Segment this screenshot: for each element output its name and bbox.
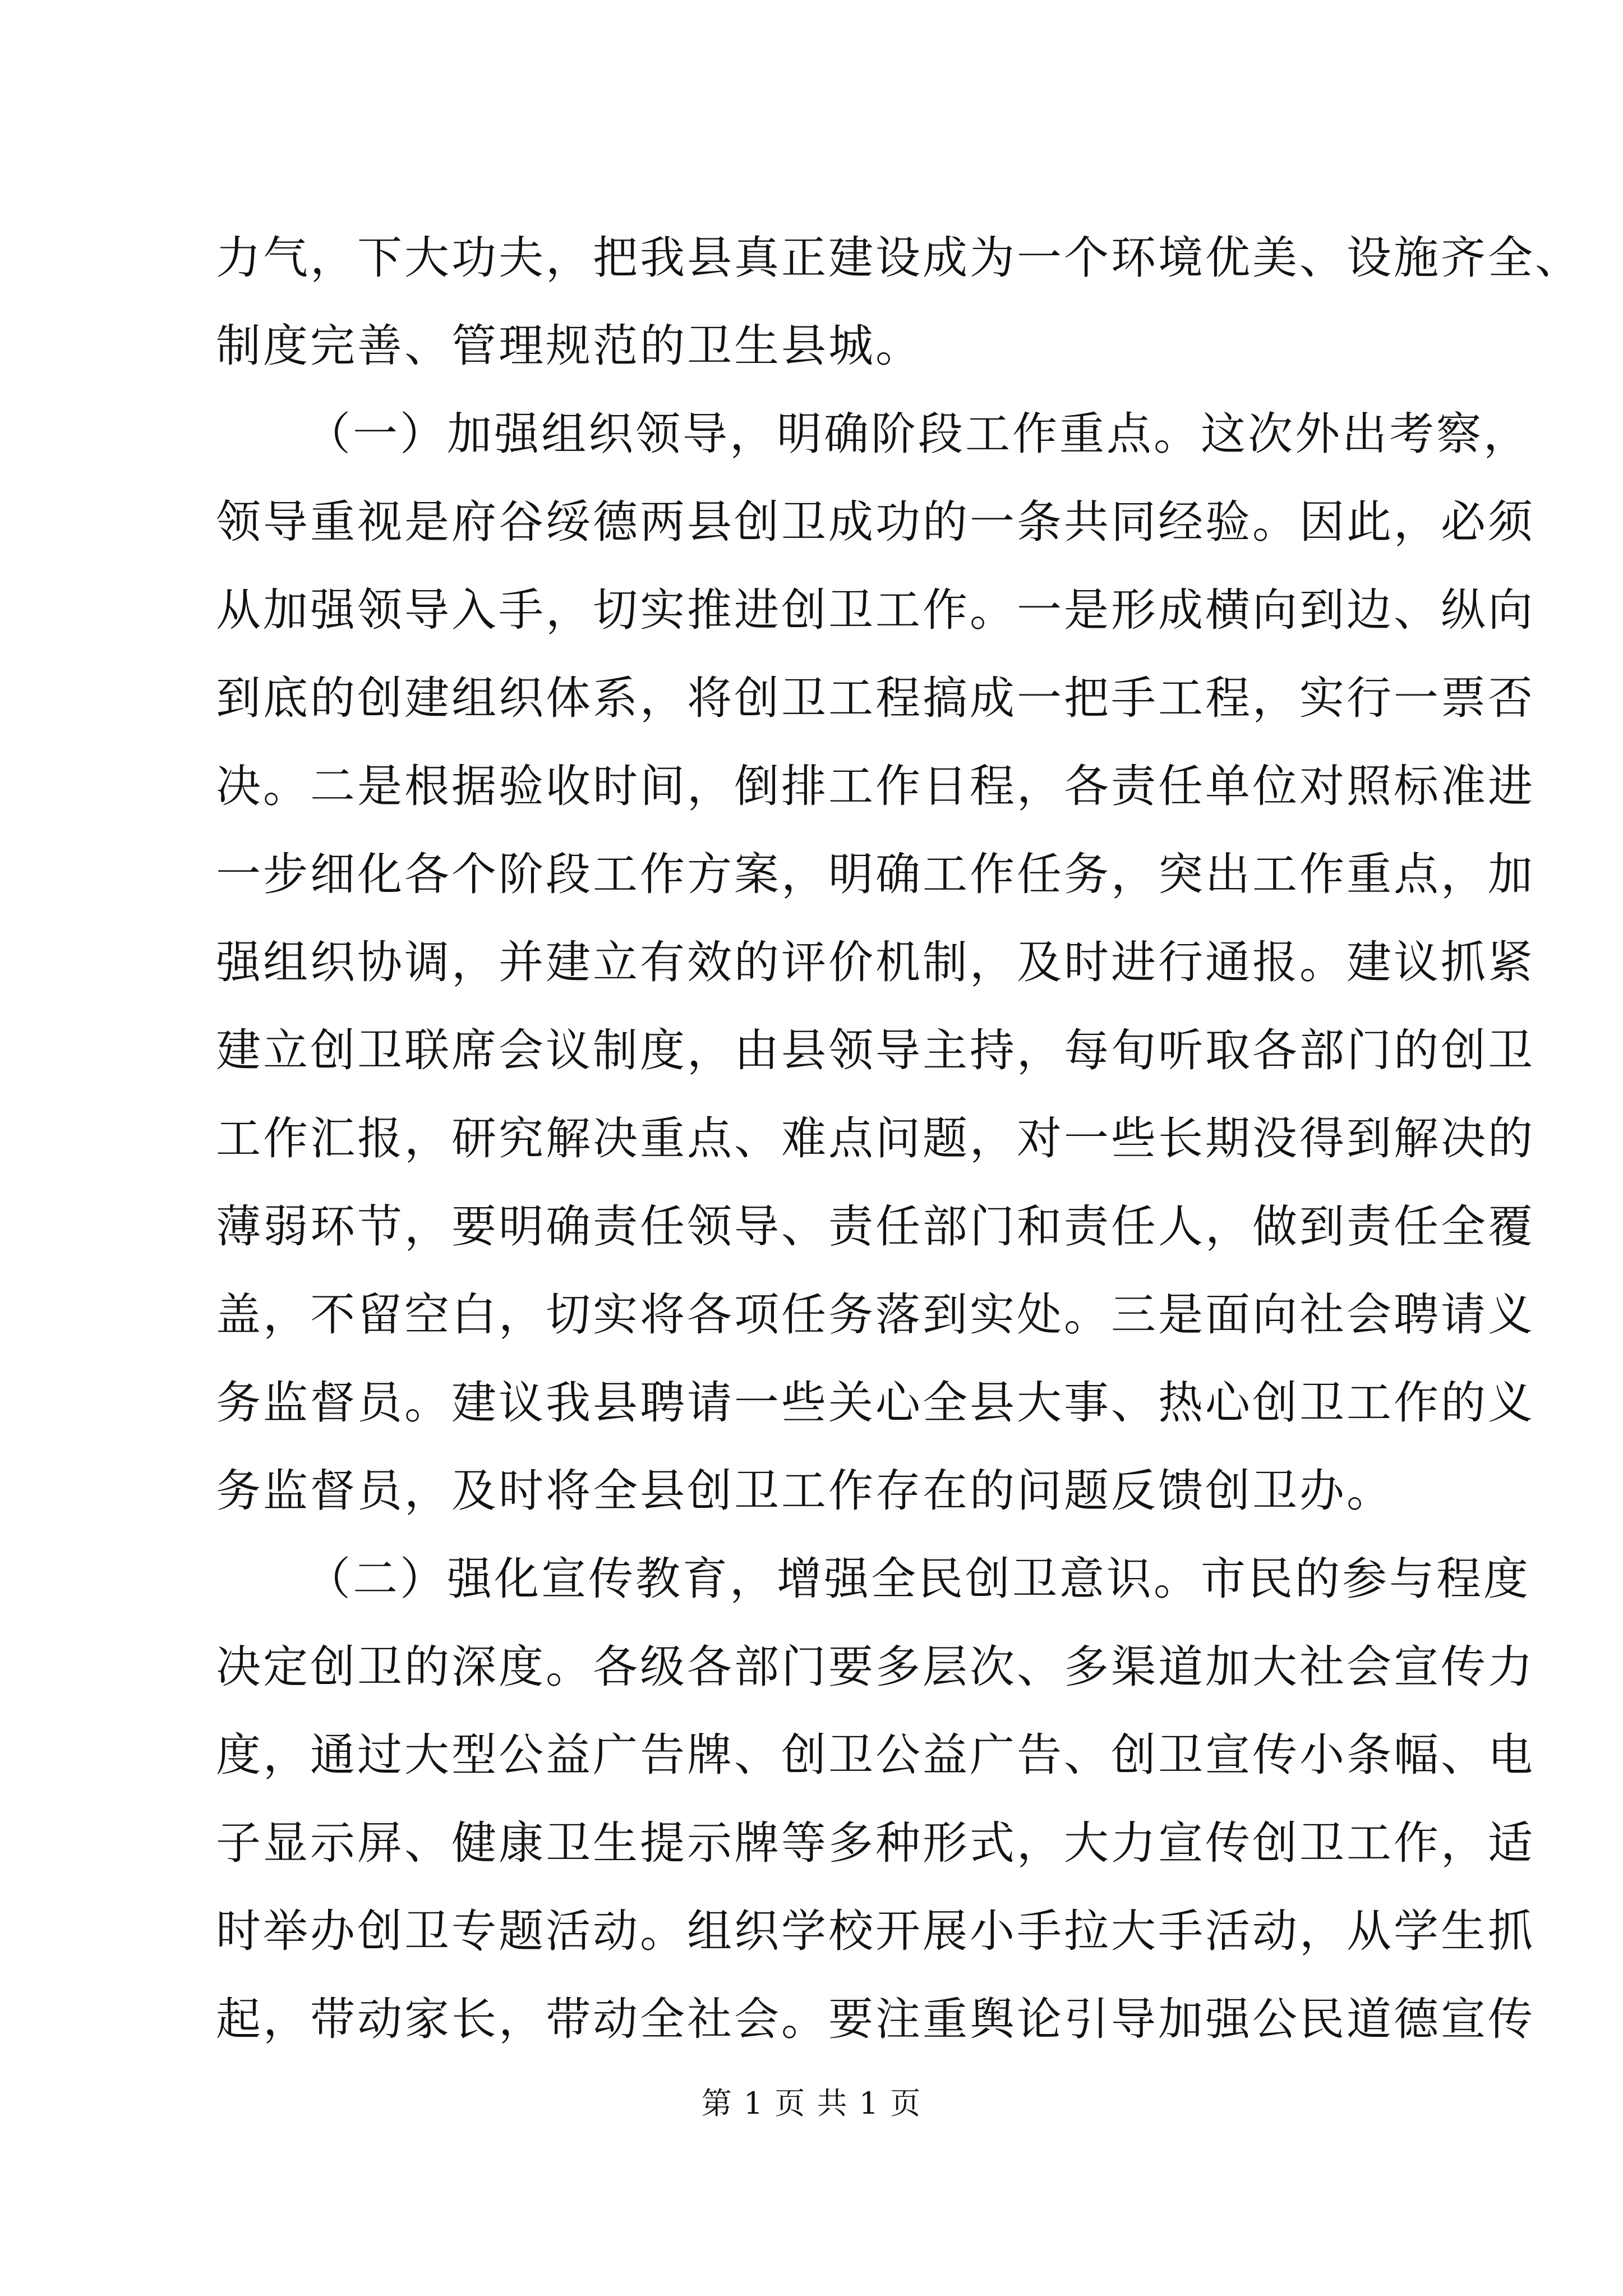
text-line: 制度完善、管理规范的卫生县城。: [216, 320, 923, 372]
paragraph-1-first-line: （一）加强组织领导，明确阶段工作重点。这次外出考察，: [306, 408, 1530, 460]
text-line: 时举办创卫专题活动。组织学校开展小手拉大手活动，从学生抓: [216, 1905, 1535, 1957]
text-line: 决。二是根据验收时间，倒排工作日程，各责任单位对照标准进: [216, 760, 1535, 812]
text-line: 务监督员，及时将全县创卫工作存在的问题反馈创卫办。: [216, 1465, 1394, 1517]
text-line: 子显示屏、健康卫生提示牌等多种形式，大力宣传创卫工作，适: [216, 1817, 1535, 1869]
text-line: 务监督员。建议我县聘请一些关心全县大事、热心创卫工作的义: [216, 1377, 1535, 1429]
text-line: 到底的创建组织体系，将创卫工程搞成一把手工程，实行一票否: [216, 672, 1535, 724]
text-line: 强组织协调，并建立有效的评价机制，及时进行通报。建议抓紧: [216, 936, 1535, 988]
text-line: 从加强领导入手，切实推进创卫工作。一是形成横向到边、纵向: [216, 584, 1535, 636]
text-line: 度，通过大型公益广告牌、创卫公益广告、创卫宣传小条幅、电: [216, 1729, 1535, 1781]
text-line: 薄弱环节，要明确责任领导、责任部门和责任人，做到责任全覆: [216, 1200, 1535, 1253]
text-line: 建立创卫联席会议制度，由县领导主持，每旬听取各部门的创卫: [216, 1024, 1535, 1076]
text-line: 工作汇报，研究解决重点、难点问题，对一些长期没得到解决的: [216, 1112, 1535, 1165]
text-line: 盖，不留空白，切实将各项任务落到实处。三是面向社会聘请义: [216, 1289, 1535, 1341]
page-number-footer: 第 1 页 共 1 页: [701, 2086, 922, 2121]
paragraph-2-first-line: （二）强化宣传教育，增强全民创卫意识。市民的参与程度: [306, 1553, 1530, 1605]
text-line: 领导重视是府谷绥德两县创卫成功的一条共同经验。因此，必须: [216, 496, 1535, 548]
text-line: 一步细化各个阶段工作方案，明确工作任务，突出工作重点，加: [216, 848, 1535, 900]
text-line: 决定创卫的深度。各级各部门要多层次、多渠道加大社会宣传力: [216, 1641, 1535, 1693]
text-line: 起，带动家长，带动全社会。要注重舆论引导加强公民道德宣传: [216, 1993, 1535, 2045]
text-line: 力气，下大功夫，把我县真正建设成为一个环境优美、设施齐全、: [216, 232, 1582, 284]
